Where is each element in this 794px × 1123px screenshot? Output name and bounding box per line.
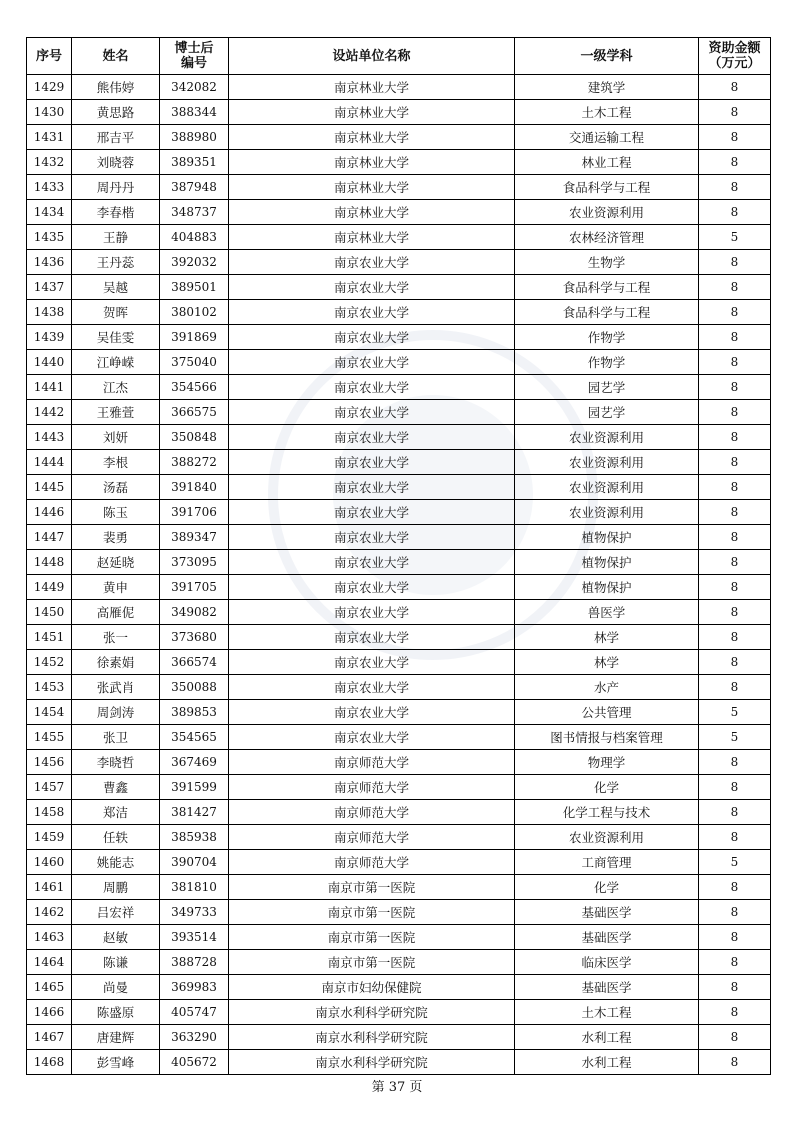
table-row [27,725,771,750]
cell-amount: 8 [699,825,771,850]
cell-amount: 8 [699,625,771,650]
cell-postdoc-no: 348737 [160,200,229,225]
header-discipline: 一级学科 [515,38,699,75]
cell-discipline: 物理学 [515,750,699,775]
cell-amount: 8 [699,250,771,275]
cell-discipline: 农业资源利用 [515,825,699,850]
table-row [27,550,771,575]
header-name: 姓名 [72,38,160,75]
cell-discipline: 食品科学与工程 [515,300,699,325]
cell-amount: 8 [699,325,771,350]
cell-discipline: 园艺学 [515,400,699,425]
table-row [27,1000,771,1025]
cell-discipline: 林学 [515,625,699,650]
cell-postdoc-no: 389853 [160,700,229,725]
cell-unit: 南京市第一医院 [229,950,515,975]
cell-discipline: 作物学 [515,350,699,375]
table-row [27,200,771,225]
cell-amount: 5 [699,700,771,725]
table-row [27,450,771,475]
cell-postdoc-no: 388728 [160,950,229,975]
cell-name: 吕宏祥 [72,900,160,925]
table-row [27,775,771,800]
table-row [27,375,771,400]
cell-seq: 1456 [27,750,72,775]
cell-seq: 1460 [27,850,72,875]
cell-name: 张卫 [72,725,160,750]
cell-unit: 南京水利科学研究院 [229,1000,515,1025]
cell-unit: 南京市第一医院 [229,900,515,925]
cell-postdoc-no: 354566 [160,375,229,400]
cell-unit: 南京林业大学 [229,75,515,100]
table-row [27,975,771,1000]
cell-discipline: 建筑学 [515,75,699,100]
cell-name: 唐建辉 [72,1025,160,1050]
header-amount-line1: 资助金额 [708,41,761,56]
table-row [27,275,771,300]
table-row [27,300,771,325]
cell-unit: 南京林业大学 [229,125,515,150]
cell-discipline: 土木工程 [515,1000,699,1025]
cell-name: 徐素娟 [72,650,160,675]
cell-discipline: 农业资源利用 [515,425,699,450]
cell-name: 熊伟婷 [72,75,160,100]
cell-unit: 南京林业大学 [229,175,515,200]
cell-seq: 1432 [27,150,72,175]
cell-unit: 南京农业大学 [229,300,515,325]
cell-discipline: 临床医学 [515,950,699,975]
header-postdoc-no-line2: 编号 [180,56,207,71]
header-postdoc-no [160,38,229,75]
cell-unit: 南京林业大学 [229,150,515,175]
cell-seq: 1468 [27,1050,72,1075]
cell-postdoc-no: 391706 [160,500,229,525]
cell-amount: 8 [699,150,771,175]
cell-discipline: 水利工程 [515,1050,699,1075]
cell-postdoc-no: 381810 [160,875,229,900]
cell-amount: 8 [699,950,771,975]
cell-discipline: 生物学 [515,250,699,275]
cell-postdoc-no: 388980 [160,125,229,150]
cell-seq: 1444 [27,450,72,475]
cell-amount: 8 [699,550,771,575]
cell-seq: 1436 [27,250,72,275]
cell-discipline: 公共管理 [515,700,699,725]
cell-discipline: 农业资源利用 [515,450,699,475]
table-row [27,325,771,350]
cell-amount: 8 [699,100,771,125]
cell-seq: 1464 [27,950,72,975]
cell-discipline: 水产 [515,675,699,700]
cell-amount: 8 [699,1050,771,1075]
cell-unit: 南京农业大学 [229,325,515,350]
cell-amount: 8 [699,275,771,300]
cell-seq: 1465 [27,975,72,1000]
cell-unit: 南京农业大学 [229,475,515,500]
header-postdoc-no-line1: 博士后 [174,41,214,56]
cell-discipline: 交通运输工程 [515,125,699,150]
cell-name: 彭雪峰 [72,1050,160,1075]
cell-seq: 1463 [27,925,72,950]
cell-discipline: 化学 [515,875,699,900]
cell-amount: 8 [699,175,771,200]
cell-unit: 南京农业大学 [229,500,515,525]
cell-name: 周鹏 [72,875,160,900]
cell-unit: 南京农业大学 [229,675,515,700]
cell-seq: 1454 [27,700,72,725]
cell-discipline: 农业资源利用 [515,200,699,225]
table-row [27,950,771,975]
cell-seq: 1458 [27,800,72,825]
cell-discipline: 化学 [515,775,699,800]
cell-unit: 南京市妇幼保健院 [229,975,515,1000]
cell-name: 贺晖 [72,300,160,325]
cell-name: 姚能志 [72,850,160,875]
cell-name: 吴越 [72,275,160,300]
cell-seq: 1433 [27,175,72,200]
cell-name: 任轶 [72,825,160,850]
cell-seq: 1439 [27,325,72,350]
cell-unit: 南京农业大学 [229,600,515,625]
cell-unit: 南京农业大学 [229,275,515,300]
cell-seq: 1457 [27,775,72,800]
cell-unit: 南京农业大学 [229,625,515,650]
cell-name: 赵敏 [72,925,160,950]
cell-amount: 8 [699,450,771,475]
funding-table [26,37,771,1075]
table-row [27,700,771,725]
table-row [27,175,771,200]
cell-amount: 8 [699,525,771,550]
cell-discipline: 植物保护 [515,575,699,600]
cell-amount: 8 [699,775,771,800]
cell-discipline: 基础医学 [515,900,699,925]
cell-name: 高雁伲 [72,600,160,625]
cell-seq: 1453 [27,675,72,700]
cell-unit: 南京农业大学 [229,350,515,375]
cell-seq: 1446 [27,500,72,525]
cell-postdoc-no: 350848 [160,425,229,450]
cell-postdoc-no: 350088 [160,675,229,700]
cell-postdoc-no: 392032 [160,250,229,275]
table-row [27,525,771,550]
cell-amount: 8 [699,425,771,450]
cell-seq: 1434 [27,200,72,225]
cell-amount: 8 [699,600,771,625]
cell-seq: 1451 [27,625,72,650]
cell-seq: 1447 [27,525,72,550]
cell-postdoc-no: 349082 [160,600,229,625]
cell-postdoc-no: 385938 [160,825,229,850]
table-row [27,900,771,925]
cell-name: 裴勇 [72,525,160,550]
cell-name: 邢吉平 [72,125,160,150]
cell-seq: 1438 [27,300,72,325]
cell-name: 刘妍 [72,425,160,450]
cell-postdoc-no: 349733 [160,900,229,925]
table-row [27,750,771,775]
cell-unit: 南京水利科学研究院 [229,1050,515,1075]
cell-seq: 1437 [27,275,72,300]
cell-seq: 1452 [27,650,72,675]
cell-unit: 南京农业大学 [229,250,515,275]
cell-unit: 南京市第一医院 [229,925,515,950]
cell-name: 陈盛原 [72,1000,160,1025]
cell-postdoc-no: 366575 [160,400,229,425]
cell-amount: 5 [699,225,771,250]
cell-name: 李晓哲 [72,750,160,775]
cell-unit: 南京农业大学 [229,400,515,425]
table-row [27,475,771,500]
cell-discipline: 基础医学 [515,975,699,1000]
cell-postdoc-no: 391705 [160,575,229,600]
table-row [27,875,771,900]
cell-name: 黄思路 [72,100,160,125]
table-row [27,225,771,250]
cell-name: 赵延晓 [72,550,160,575]
cell-postdoc-no: 366574 [160,650,229,675]
table-row [27,500,771,525]
cell-name: 陈谦 [72,950,160,975]
page-footer [0,1076,794,1095]
cell-postdoc-no: 367469 [160,750,229,775]
cell-unit: 南京师范大学 [229,800,515,825]
cell-discipline: 食品科学与工程 [515,175,699,200]
cell-unit: 南京师范大学 [229,750,515,775]
cell-name: 周丹丹 [72,175,160,200]
cell-name: 李春楷 [72,200,160,225]
cell-name: 曹鑫 [72,775,160,800]
cell-unit: 南京农业大学 [229,700,515,725]
cell-discipline: 化学工程与技术 [515,800,699,825]
cell-seq: 1441 [27,375,72,400]
cell-name: 王丹蕊 [72,250,160,275]
cell-unit: 南京农业大学 [229,550,515,575]
cell-seq: 1435 [27,225,72,250]
cell-postdoc-no: 373680 [160,625,229,650]
cell-name: 江杰 [72,375,160,400]
cell-amount: 8 [699,575,771,600]
cell-discipline: 植物保护 [515,525,699,550]
table-row [27,925,771,950]
table-row [27,600,771,625]
table-header-row [27,38,771,75]
cell-discipline: 作物学 [515,325,699,350]
cell-postdoc-no: 393514 [160,925,229,950]
cell-discipline: 水利工程 [515,1025,699,1050]
cell-unit: 南京农业大学 [229,375,515,400]
cell-unit: 南京农业大学 [229,450,515,475]
footer-suffix: 页 [409,1080,423,1095]
cell-name: 王静 [72,225,160,250]
table-body [27,75,771,1075]
cell-discipline: 农业资源利用 [515,475,699,500]
cell-seq: 1462 [27,900,72,925]
cell-amount: 8 [699,475,771,500]
table-row [27,825,771,850]
cell-amount: 8 [699,1025,771,1050]
cell-amount: 8 [699,200,771,225]
footer-prefix: 第 [371,1080,385,1095]
cell-unit: 南京林业大学 [229,225,515,250]
cell-amount: 8 [699,75,771,100]
table-row [27,575,771,600]
table-row [27,125,771,150]
cell-unit: 南京市第一医院 [229,875,515,900]
cell-postdoc-no: 390704 [160,850,229,875]
cell-seq: 1459 [27,825,72,850]
cell-unit: 南京农业大学 [229,525,515,550]
cell-discipline: 图书情报与档案管理 [515,725,699,750]
cell-postdoc-no: 380102 [160,300,229,325]
cell-amount: 8 [699,900,771,925]
cell-name: 李根 [72,450,160,475]
cell-unit: 南京师范大学 [229,775,515,800]
cell-unit: 南京师范大学 [229,825,515,850]
table-row [27,675,771,700]
cell-name: 吴佳雯 [72,325,160,350]
cell-seq: 1461 [27,875,72,900]
cell-unit: 南京农业大学 [229,575,515,600]
cell-seq: 1429 [27,75,72,100]
header-amount [699,38,771,75]
cell-unit: 南京农业大学 [229,425,515,450]
cell-seq: 1455 [27,725,72,750]
cell-name: 尚曼 [72,975,160,1000]
table-row [27,625,771,650]
cell-postdoc-no: 391599 [160,775,229,800]
cell-postdoc-no: 391869 [160,325,229,350]
cell-amount: 8 [699,925,771,950]
cell-discipline: 食品科学与工程 [515,275,699,300]
table-row [27,75,771,100]
cell-amount: 8 [699,975,771,1000]
cell-amount: 8 [699,375,771,400]
cell-postdoc-no: 389351 [160,150,229,175]
cell-unit: 南京农业大学 [229,725,515,750]
cell-amount: 8 [699,350,771,375]
cell-postdoc-no: 375040 [160,350,229,375]
table-row [27,850,771,875]
cell-amount: 8 [699,675,771,700]
cell-seq: 1450 [27,600,72,625]
cell-amount: 8 [699,800,771,825]
cell-name: 江峥嵘 [72,350,160,375]
table-row [27,400,771,425]
cell-postdoc-no: 387948 [160,175,229,200]
cell-amount: 8 [699,300,771,325]
cell-amount: 8 [699,750,771,775]
cell-name: 郑洁 [72,800,160,825]
cell-unit: 南京师范大学 [229,850,515,875]
cell-postdoc-no: 405672 [160,1050,229,1075]
cell-seq: 1466 [27,1000,72,1025]
cell-seq: 1442 [27,400,72,425]
table-row [27,800,771,825]
cell-amount: 8 [699,650,771,675]
cell-unit: 南京林业大学 [229,200,515,225]
cell-seq: 1445 [27,475,72,500]
cell-postdoc-no: 369983 [160,975,229,1000]
cell-amount: 8 [699,875,771,900]
cell-seq: 1443 [27,425,72,450]
cell-amount: 8 [699,125,771,150]
cell-discipline: 林学 [515,650,699,675]
cell-postdoc-no: 405747 [160,1000,229,1025]
cell-seq: 1448 [27,550,72,575]
cell-postdoc-no: 373095 [160,550,229,575]
cell-name: 汤磊 [72,475,160,500]
table-row [27,150,771,175]
cell-postdoc-no: 342082 [160,75,229,100]
cell-name: 刘晓蓉 [72,150,160,175]
cell-unit: 南京水利科学研究院 [229,1025,515,1050]
table-row [27,1050,771,1075]
cell-postdoc-no: 354565 [160,725,229,750]
cell-name: 张武肖 [72,675,160,700]
cell-postdoc-no: 363290 [160,1025,229,1050]
cell-name: 周剑涛 [72,700,160,725]
cell-discipline: 兽医学 [515,600,699,625]
cell-postdoc-no: 388344 [160,100,229,125]
cell-postdoc-no: 389347 [160,525,229,550]
cell-discipline: 工商管理 [515,850,699,875]
table-row [27,1025,771,1050]
cell-seq: 1431 [27,125,72,150]
cell-name: 陈玉 [72,500,160,525]
cell-discipline: 农业资源利用 [515,500,699,525]
table-row [27,100,771,125]
cell-name: 张一 [72,625,160,650]
cell-postdoc-no: 389501 [160,275,229,300]
cell-amount: 8 [699,500,771,525]
cell-seq: 1440 [27,350,72,375]
table-row [27,425,771,450]
cell-amount: 5 [699,850,771,875]
cell-unit: 南京农业大学 [229,650,515,675]
cell-postdoc-no: 391840 [160,475,229,500]
cell-discipline: 土木工程 [515,100,699,125]
cell-seq: 1449 [27,575,72,600]
cell-postdoc-no: 381427 [160,800,229,825]
table-row [27,350,771,375]
page-number: 37 [388,1080,406,1095]
cell-discipline: 农林经济管理 [515,225,699,250]
table-row [27,650,771,675]
cell-name: 王雅萱 [72,400,160,425]
cell-seq: 1430 [27,100,72,125]
cell-postdoc-no: 388272 [160,450,229,475]
cell-discipline: 园艺学 [515,375,699,400]
cell-seq: 1467 [27,1025,72,1050]
header-unit: 设站单位名称 [229,38,515,75]
cell-amount: 8 [699,1000,771,1025]
cell-amount: 8 [699,400,771,425]
cell-amount: 5 [699,725,771,750]
cell-discipline: 林业工程 [515,150,699,175]
cell-name: 黄申 [72,575,160,600]
header-seq: 序号 [27,38,72,75]
cell-discipline: 植物保护 [515,550,699,575]
header-amount-line2: （万元） [708,56,761,71]
cell-discipline: 基础医学 [515,925,699,950]
table-row [27,250,771,275]
cell-postdoc-no: 404883 [160,225,229,250]
cell-unit: 南京林业大学 [229,100,515,125]
